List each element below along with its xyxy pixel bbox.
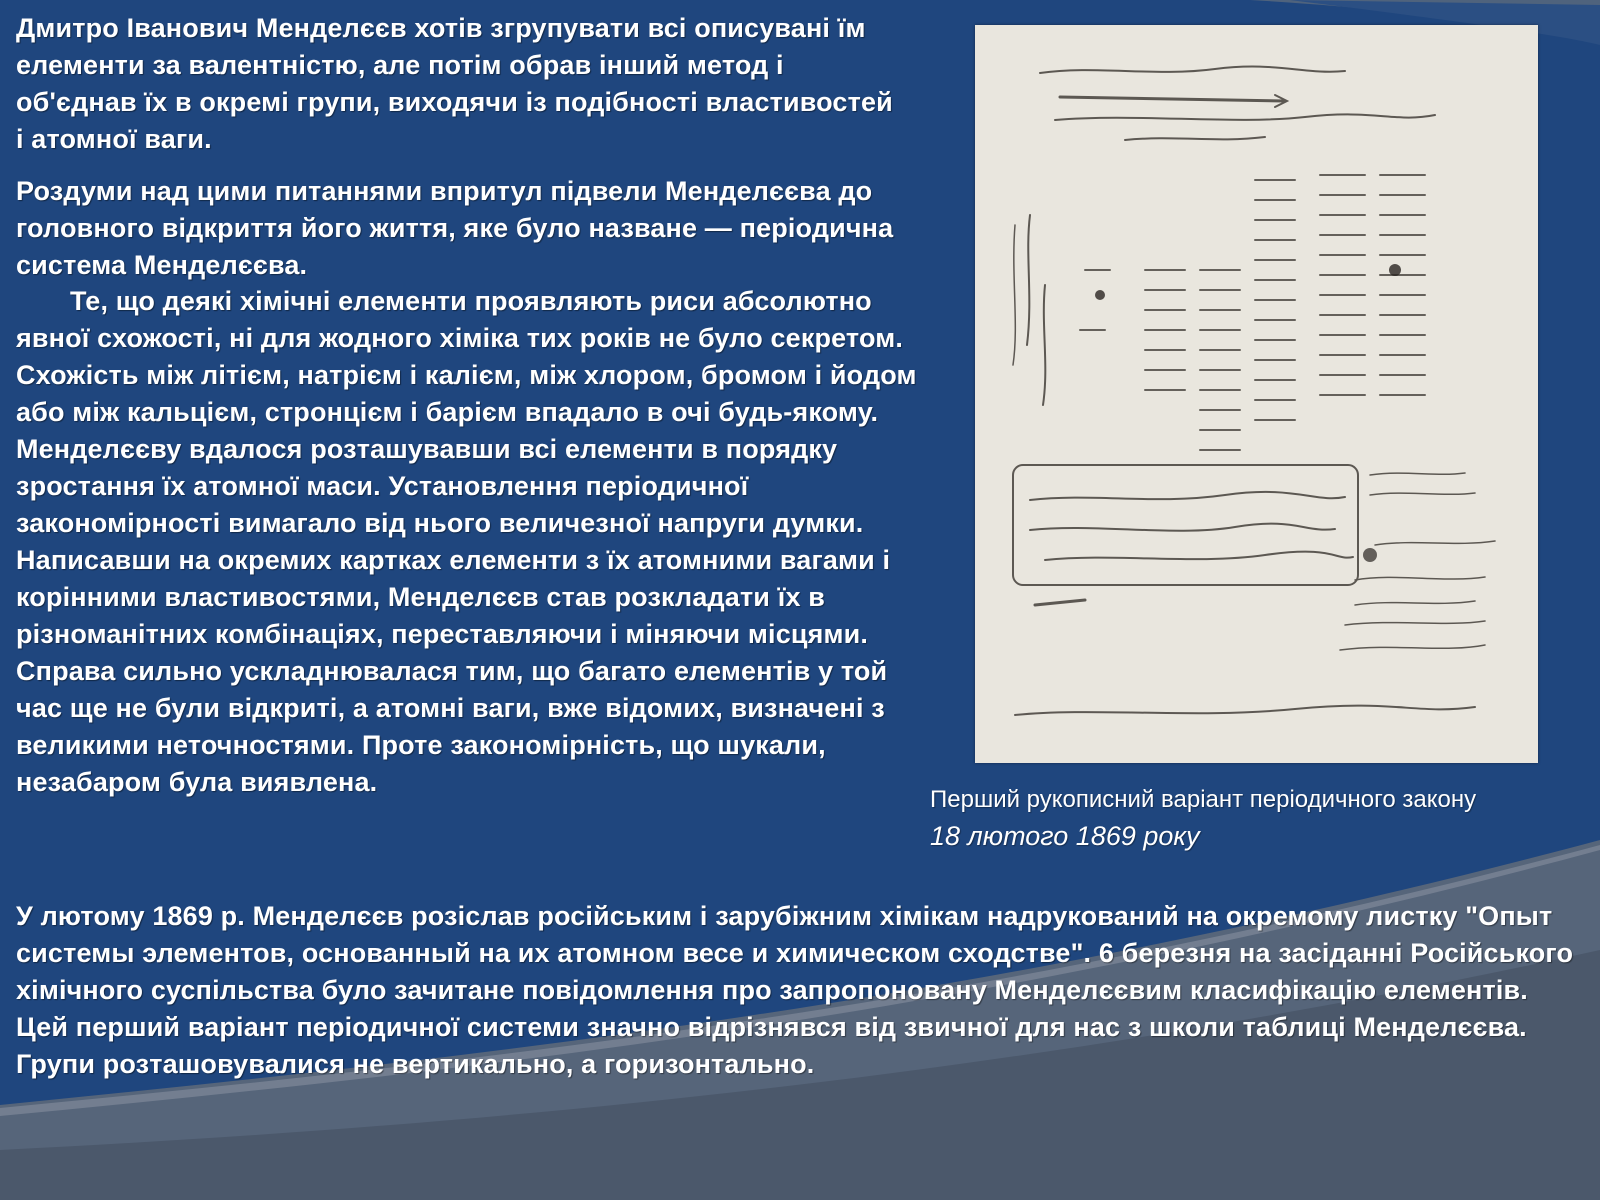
image-caption	[930, 782, 1476, 854]
paragraph-discovery: Роздуми над цими питаннями впритул підвели Менделєєва до головного відкриття його життя, яке було назване — періодична система Менделєєва.	[16, 176, 894, 280]
paragraph-similarity-text: Те, що деякі хімічні елементи проявляють риси абсолютно явної схожості, ні для жодного хіміка тих років не було секретом. Схожість між літієм, натрієм і калієм, між хлором, бромом і йодом або між кальцієм, стронцієм і барієм впадало в очі будь-якому. Менделєєву вдалося розташувавши всі елементи в порядку зростання їх атомної маси. Установлення періодичної закономірності вимагало від нього величезної напруги думки. Написавши на окремих картках елементи з їх атомними вагами і корінними властивостями, Менделєєв став розкладати їх в різноманітних комбінаціях, переставляючи і міняючи місцями. Справа сильно ускладнювалася тим, що багато елементів у той час ще не були відкриті, а атомні ваги, вже відомих, визначені з великими неточностями. Проте закономірність, що шукали, незабаром була виявлена.	[16, 286, 917, 797]
paragraph-similarity	[16, 283, 936, 801]
manuscript-drawing	[975, 25, 1538, 763]
manuscript-image	[975, 25, 1538, 763]
paragraph-1869: У лютому 1869 р. Менделєєв розіслав російським і зарубіжним хімікам надрукований на окремому листку "Опыт системы элементов, основанный на их атомном весе и химическом сходстве". 6 березня на засіданні Російського хімічного суспільства було зачитане повідомлення про запропоновану Менделєєвим класифікацію елементів. Цей перший варіант періодичної системи значно відрізнявся від звичної для нас з школи таблиці Менделєєва. Групи розташовувалися не вертикально, а горизонтально.	[16, 901, 1574, 1079]
caption-date: 18 лютого 1869 року	[930, 821, 1200, 851]
caption-title: Перший рукописний варіант періодичного закону	[930, 786, 1477, 813]
paragraph-valency: Дмитро Іванович Менделєєв хотів згрупувати всі описувані їм елементи за валентністю, але потім обрав інший метод і об'єднав їх в окремі групи, виходячи із подібності властивостей і атомної ваги.	[16, 13, 893, 154]
